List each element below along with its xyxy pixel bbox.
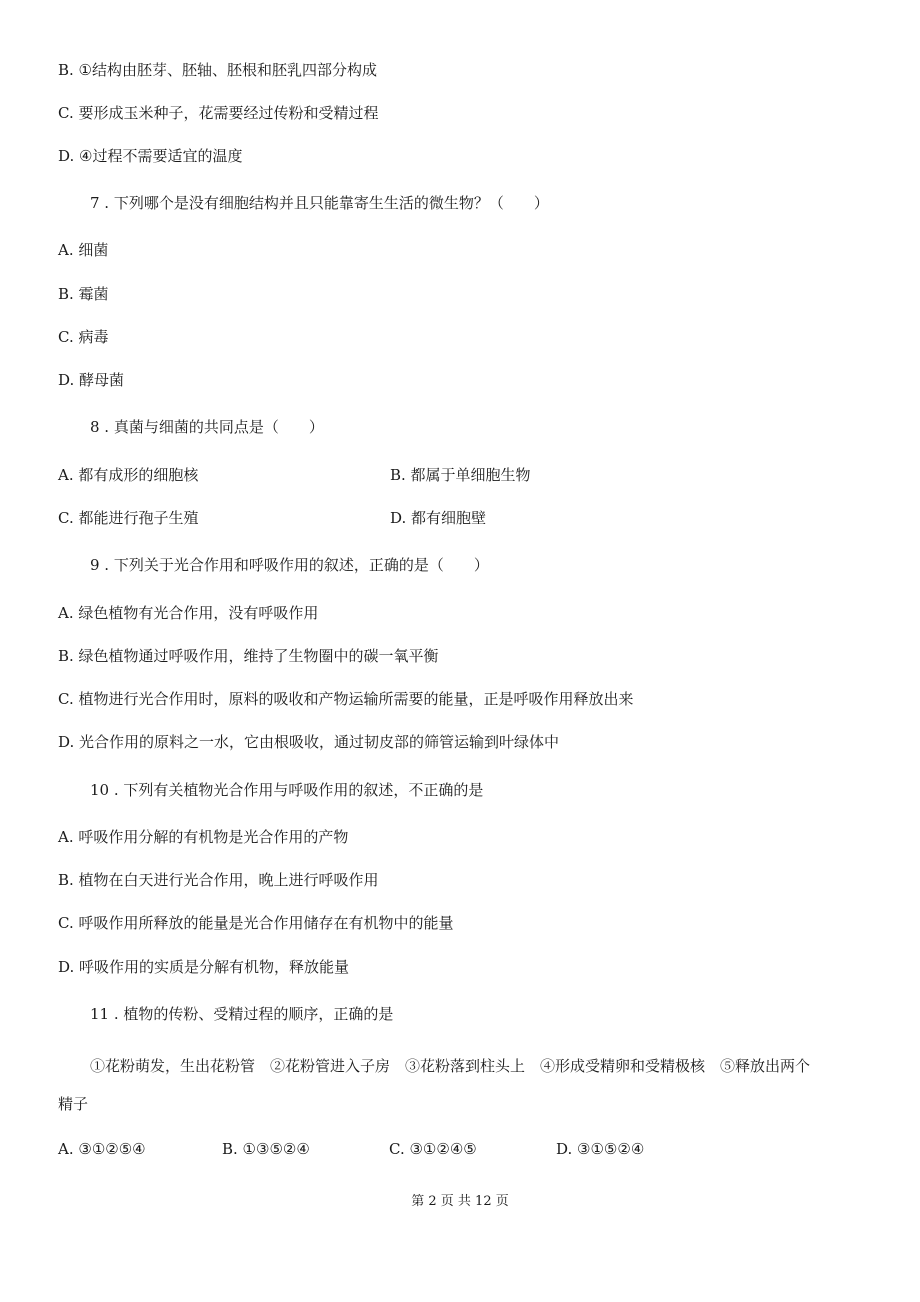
q10-option-d: D. 呼吸作用的实质是分解有机物，释放能量 <box>58 958 350 976</box>
q7-option-a: A. 细菌 <box>58 241 109 259</box>
q10-option-b: B. 植物在白天进行光合作用，晚上进行呼吸作用 <box>58 871 379 889</box>
q11-option-a: A. ③①②⑤④ <box>58 1140 146 1158</box>
question-9-stem: 9 . 下列关于光合作用和呼吸作用的叙述，正确的是（ ） <box>90 556 489 574</box>
q7-option-d: D. 酵母菌 <box>58 371 125 389</box>
question-8-stem: 8 . 真菌与细菌的共同点是（ ） <box>90 418 324 436</box>
prev-option-b: B. ①结构由胚芽、胚轴、胚根和胚乳四部分构成 <box>58 61 378 79</box>
q11-option-d: D. ③①⑤②④ <box>556 1140 645 1158</box>
question-11-stem: 11 . 植物的传粉、受精过程的顺序，正确的是 <box>90 1005 394 1023</box>
q11-option-c: C. ③①②④⑤ <box>389 1140 477 1158</box>
q11-option-b: B. ①③⑤②④ <box>222 1140 310 1158</box>
q7-option-c: C. 病毒 <box>58 328 109 346</box>
q11-description-line2: 精子 <box>58 1095 89 1113</box>
q8-option-a: A. 都有成形的细胞核 <box>58 466 199 484</box>
q11-description-line1: ①花粉萌发，生出花粉管 ②花粉管进入子房 ③花粉落到柱头上 ④形成受精卵和受精极核 ⑤释放出两个 <box>90 1057 811 1075</box>
q9-option-d: D. 光合作用的原料之一水，它由根吸收，通过韧皮部的筛管运输到叶绿体中 <box>58 733 560 751</box>
question-7-stem: 7 . 下列哪个是没有细胞结构并且只能靠寄生生活的微生物？（ ） <box>90 194 549 212</box>
q8-option-c: C. 都能进行孢子生殖 <box>58 509 199 527</box>
page-footer: 第 2 页 共 12 页 <box>411 1194 509 1209</box>
q8-option-b: B. 都属于单细胞生物 <box>390 466 531 484</box>
q9-option-a: A. 绿色植物有光合作用，没有呼吸作用 <box>58 604 319 622</box>
question-10-stem: 10 . 下列有关植物光合作用与呼吸作用的叙述，不正确的是 <box>90 781 484 799</box>
q7-option-b: B. 霉菌 <box>58 285 109 303</box>
q10-option-a: A. 呼吸作用分解的有机物是光合作用的产物 <box>58 828 349 846</box>
q9-option-b: B. 绿色植物通过呼吸作用，维持了生物圈中的碳一氧平衡 <box>58 647 439 665</box>
prev-option-d: D. ④过程不需要适宜的温度 <box>58 147 243 165</box>
q10-option-c: C. 呼吸作用所释放的能量是光合作用储存在有机物中的能量 <box>58 914 454 932</box>
q8-option-d: D. 都有细胞壁 <box>390 509 487 527</box>
q9-option-c: C. 植物进行光合作用时，原料的吸收和产物运输所需要的能量，正是呼吸作用释放出来 <box>58 690 634 708</box>
prev-option-c: C. 要形成玉米种子，花需要经过传粉和受精过程 <box>58 104 379 122</box>
